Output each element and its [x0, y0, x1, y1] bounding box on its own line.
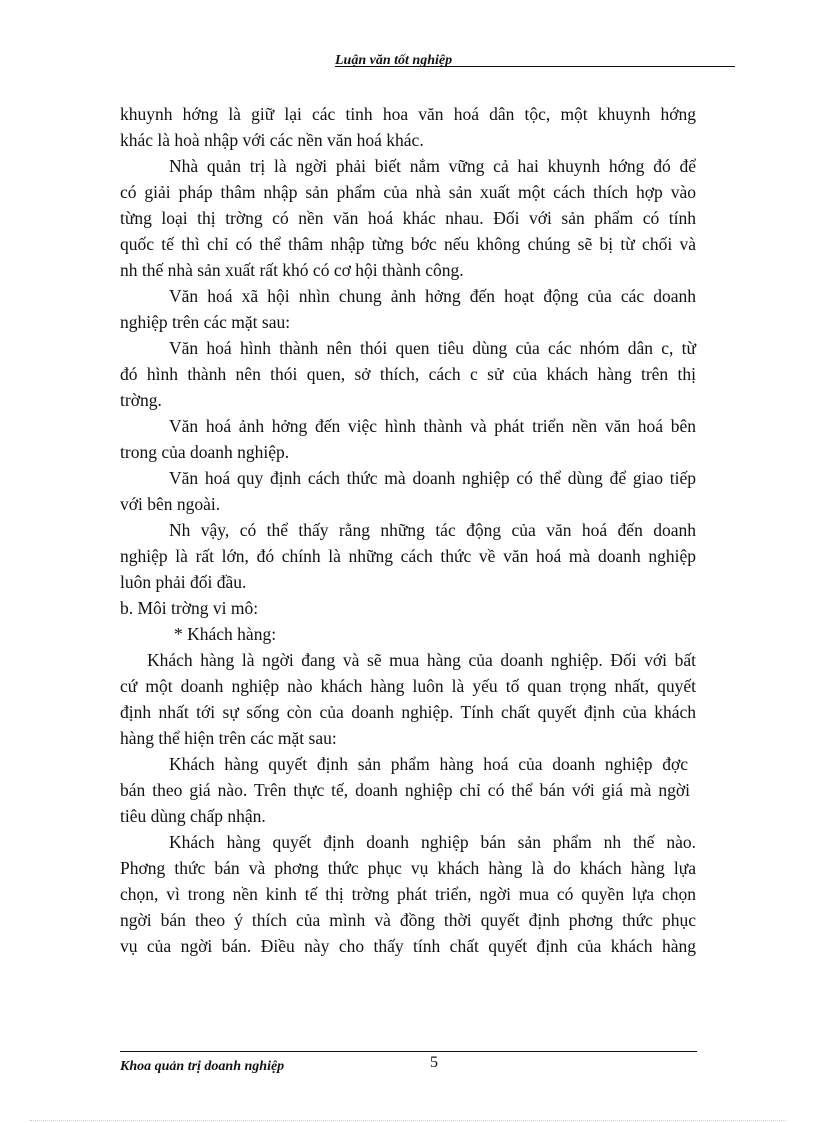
- text-line: Văn hoá hình thành nên thói quen tiêu dùng của các nhóm dân c, từ: [169, 338, 696, 358]
- text-line: vụ của ngời bán. Điều này cho thấy tính chất quyết định của khách hàng: [120, 936, 696, 956]
- text-line: Phơng thức bán và phơng thức phục vụ khách hàng là do khách hàng lựa: [120, 858, 696, 878]
- text-line: đó hình thành nên thói quen, sở thích, cách c sử của khách hàng trên thị: [120, 364, 696, 384]
- text-line: định nhất tới sự sống còn của doanh nghiệp. Tính chất quyết định của khách: [120, 702, 696, 722]
- text-line: Khách hàng quyết định doanh nghiệp bán sản phẩm nh thế nào.: [169, 832, 696, 852]
- footer-faculty: Khoa quản trị doanh nghiệp: [120, 1059, 285, 1074]
- text-line: ngời bán theo ý thích của mình và đồng thời quyết định phơng thức phục: [120, 910, 696, 930]
- text-line: Văn hoá ảnh hởng đến việc hình thành và phát triển nền văn hoá bên: [169, 416, 696, 436]
- text-line: Văn hoá quy định cách thức mà doanh nghiệp có thể dùng để giao tiếp: [169, 468, 696, 488]
- page-edge-divider: [30, 1120, 786, 1121]
- text-line: nh thế nhà sản xuất rất khó có cơ hội thành công.: [120, 260, 464, 280]
- text-line: nghiệp trên các mặt sau:: [120, 312, 291, 332]
- text-line: luôn phải đối đầu.: [120, 572, 247, 592]
- text-line: từng loại thị trờng có nền văn hoá khác nhau. Đối với sản phẩm có tính: [120, 208, 696, 228]
- subsection-heading: * Khách hàng:: [174, 624, 277, 644]
- text-line: Văn hoá xã hội nhìn chung ảnh hởng đến hoạt động của các doanh: [169, 286, 696, 306]
- text-line: trong của doanh nghiệp.: [120, 442, 290, 462]
- text-line: khuynh hớng là giữ lại các tinh hoa văn hoá dân tộc, một khuynh hớng: [120, 104, 696, 124]
- text-line: Nh vậy, có thể thấy rằng những tác động của văn hoá đến doanh: [169, 520, 696, 540]
- footer-rule: [120, 1051, 697, 1052]
- text-line: Khách hàng quyết định sản phẩm hàng hoá của doanh nghiệp đợc: [169, 754, 688, 774]
- text-line: với bên ngoài.: [120, 494, 221, 514]
- text-line: hàng thể hiện trên các mặt sau:: [120, 728, 337, 748]
- header-rule: [335, 66, 735, 67]
- text-line: cứ một doanh nghiệp nào khách hàng luôn là yếu tố quan trọng nhất, quyết: [120, 676, 696, 696]
- text-line: Khách hàng là ngời đang và sẽ mua hàng của doanh nghiệp. Đối với bất: [147, 650, 696, 670]
- header-title: Luận văn tốt nghiệp: [335, 53, 453, 68]
- text-line: trờng.: [120, 390, 162, 410]
- page-number: 5: [430, 1054, 438, 1071]
- text-line: có giải pháp thâm nhập sản phẩm của nhà sản xuất một cách thích hợp vào: [120, 182, 696, 202]
- text-line: khác là hoà nhập với các nền văn hoá khác.: [120, 130, 424, 150]
- text-line: Nhà quản trị là ngời phải biết nắm vững cả hai khuynh hớng đó để: [169, 156, 696, 176]
- text-line: chọn, vì trong nền kinh tế thị trờng phát triển, ngời mua có quyền lựa chọn: [120, 884, 696, 904]
- text-line: tiêu dùng chấp nhận.: [120, 806, 266, 826]
- section-heading: b. Môi trờng vi mô:: [120, 598, 259, 618]
- text-line: quốc tế thì chỉ có thể thâm nhập từng bớc nếu không chúng sẽ bị từ chối và: [120, 234, 696, 254]
- text-line: nghiệp là rất lớn, đó chính là những cách thức về văn hoá mà doanh nghiệp: [120, 546, 696, 566]
- text-line: bán theo giá nào. Trên thực tế, doanh nghiệp chỉ có thể bán với giá mà ngời: [120, 780, 690, 800]
